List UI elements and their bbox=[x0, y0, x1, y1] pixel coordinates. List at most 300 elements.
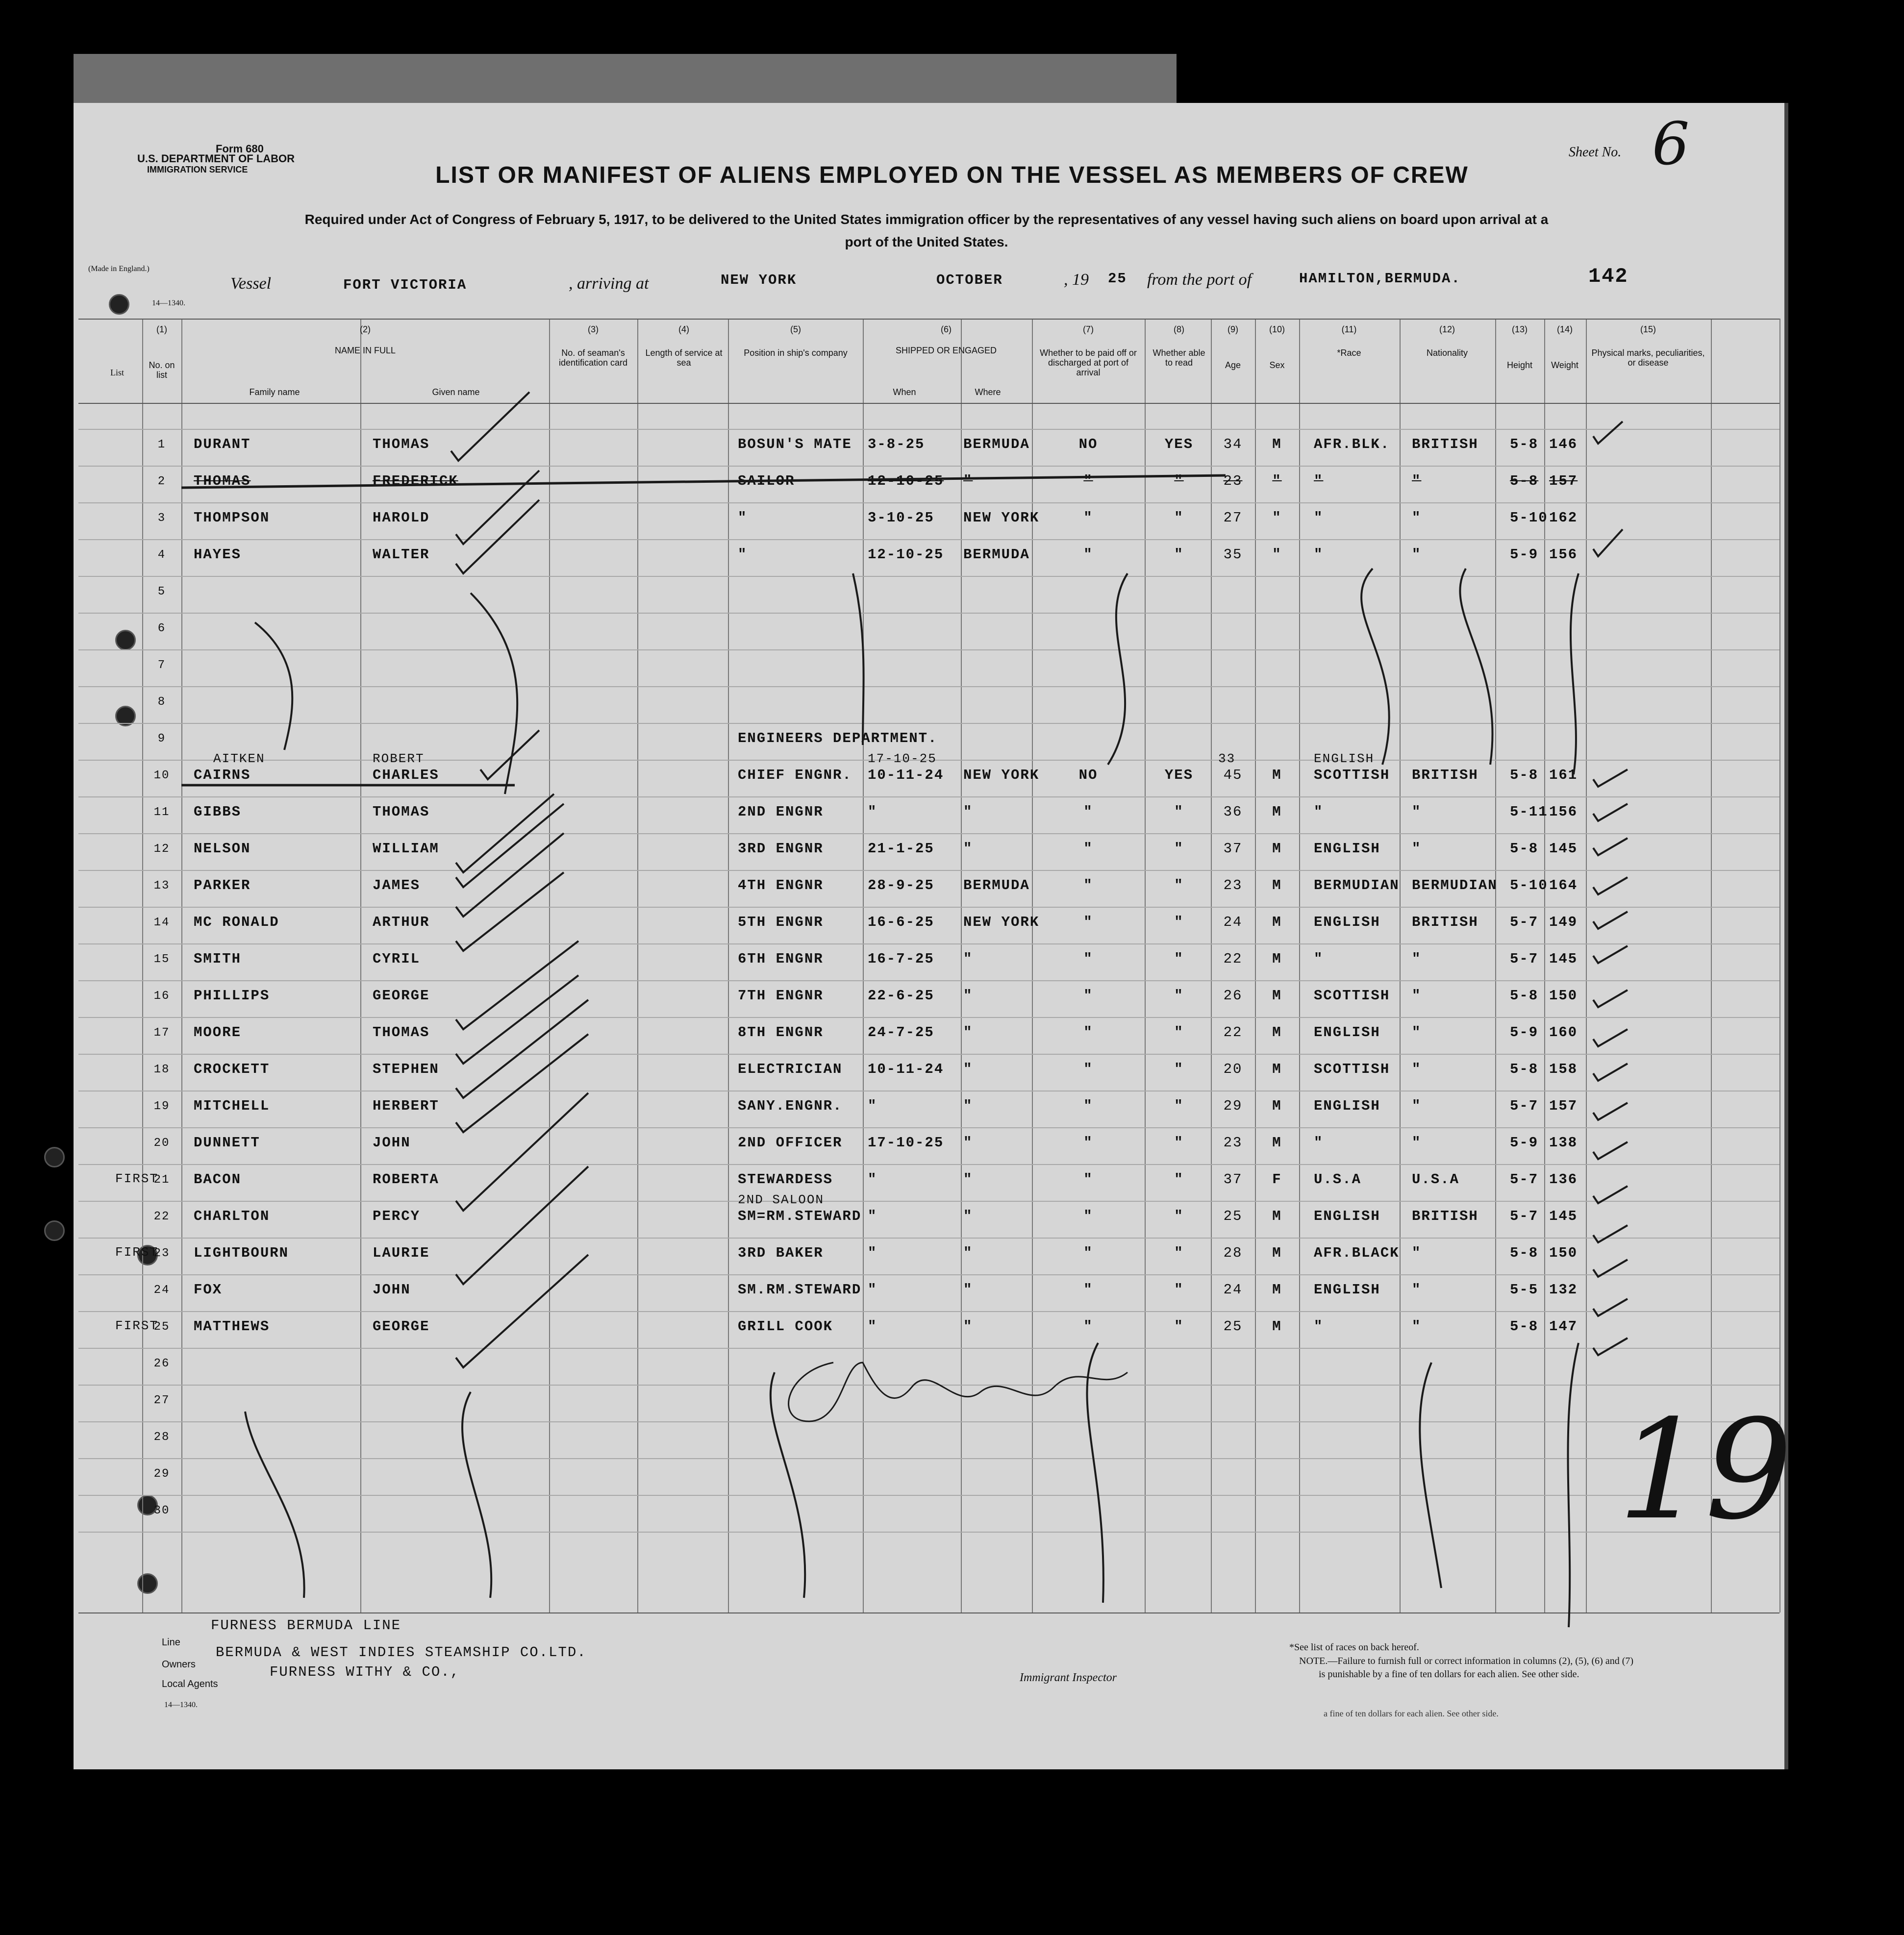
cell-given: HERBERT bbox=[373, 1098, 439, 1114]
cell-when: 16-6-25 bbox=[868, 914, 934, 930]
column-number: (9) bbox=[1228, 324, 1238, 334]
cell-no: 22 bbox=[153, 1210, 170, 1223]
column-sublabel: When bbox=[893, 387, 916, 397]
cell-no: 30 bbox=[153, 1504, 170, 1517]
column-label: SHIPPED OR ENGAGED bbox=[895, 346, 997, 355]
row-prefix: FIRST bbox=[115, 1245, 159, 1260]
cell-sex: M bbox=[1272, 804, 1282, 820]
cell-race: ENGLISH bbox=[1314, 1208, 1380, 1224]
cell-weight: 145 bbox=[1549, 841, 1578, 857]
cell-age-correction: 33 bbox=[1218, 751, 1236, 766]
column-number: (4) bbox=[678, 324, 689, 334]
cell-no: 17 bbox=[153, 1026, 170, 1040]
cell-age: 23 bbox=[1223, 1135, 1243, 1151]
cell-sex: M bbox=[1272, 1282, 1282, 1298]
cell-when: 10-11-24 bbox=[868, 1061, 944, 1077]
cell-no: 1 bbox=[157, 438, 166, 451]
cell-given: HAROLD bbox=[373, 510, 430, 526]
cell-age: 36 bbox=[1223, 804, 1243, 820]
cell-sex: M bbox=[1272, 1061, 1282, 1077]
cell-family: CROCKETT bbox=[194, 1061, 270, 1077]
cell-weight: 162 bbox=[1549, 510, 1578, 526]
column-label: Position in ship's company bbox=[744, 348, 848, 358]
cell-height: 5-8 bbox=[1510, 1318, 1539, 1335]
form-code: 14—1340. bbox=[152, 299, 185, 307]
cell-race: ENGLISH bbox=[1314, 1024, 1380, 1041]
column-label: Physical marks, peculiarities, or disease bbox=[1591, 348, 1705, 368]
cell-nat: " bbox=[1412, 841, 1422, 857]
cell-weight: 147 bbox=[1549, 1318, 1578, 1335]
cell-position: SM.RM.STEWARD bbox=[738, 1282, 862, 1298]
cell-age: 26 bbox=[1223, 988, 1243, 1004]
cell-race: AFR.BLK. bbox=[1314, 436, 1390, 452]
cell-family: DUNNETT bbox=[194, 1135, 260, 1151]
cell-when: 12-10-25 bbox=[868, 546, 944, 563]
cell-weight: 156 bbox=[1549, 546, 1578, 563]
sheet-label: Sheet No. bbox=[1569, 145, 1622, 160]
cell-sex: M bbox=[1272, 1245, 1282, 1261]
cell-nat: " bbox=[1412, 804, 1422, 820]
cell-given: FREDERICK bbox=[373, 473, 458, 489]
cell-sex: M bbox=[1272, 1318, 1282, 1335]
footer-code: 14—1340. bbox=[164, 1701, 198, 1709]
signature bbox=[789, 1363, 1127, 1421]
cell-no: 2 bbox=[157, 475, 166, 488]
cell-when: " bbox=[868, 804, 877, 820]
column-label: Age bbox=[1225, 360, 1241, 370]
cell-no: 28 bbox=[153, 1431, 170, 1444]
cell-race: " bbox=[1314, 473, 1324, 489]
cell-when: 17-10-25 bbox=[868, 1135, 944, 1151]
arriving-port: NEW YORK bbox=[721, 272, 797, 288]
column-sublabel: Where bbox=[975, 387, 1001, 397]
handwritten-count: 19 bbox=[1618, 1390, 1793, 1550]
column-sublabel: Given name bbox=[432, 387, 480, 397]
cell-height: 5-7 bbox=[1510, 1171, 1539, 1188]
cell-nat: " bbox=[1412, 1245, 1422, 1261]
underlying-sheet-note: a fine of ten dollars for each alien. See other side. bbox=[1324, 1709, 1499, 1718]
cell-position: 5TH ENGNR bbox=[738, 914, 824, 930]
ditto-mark bbox=[1460, 569, 1492, 765]
cell-family: THOMAS bbox=[194, 473, 251, 489]
cell-age: 37 bbox=[1223, 841, 1243, 857]
cell-position: 8TH ENGNR bbox=[738, 1024, 824, 1041]
cell-given: ROBERTA bbox=[373, 1171, 439, 1188]
cell-nat: " bbox=[1412, 1061, 1422, 1077]
cell-family: CHARLTON bbox=[194, 1208, 270, 1224]
cell-family: MATTHEWS bbox=[194, 1318, 270, 1335]
cell-family: HAYES bbox=[194, 546, 242, 563]
cell-sex: M bbox=[1272, 988, 1282, 1004]
cell-weight: 157 bbox=[1549, 1098, 1578, 1114]
sheet-number: 6 bbox=[1652, 110, 1690, 178]
cell-sex: M bbox=[1272, 1024, 1282, 1041]
cell-age: 24 bbox=[1223, 1282, 1243, 1298]
cell-sex: M bbox=[1272, 436, 1282, 452]
cell-family: SMITH bbox=[194, 951, 242, 967]
cell-when: 12-10-25 bbox=[868, 473, 944, 489]
cell-family: MITCHELL bbox=[194, 1098, 270, 1114]
cell-no: 9 bbox=[157, 732, 166, 745]
cell-height: 5-8 bbox=[1510, 1061, 1539, 1077]
cell-position: 3RD ENGNR bbox=[738, 841, 824, 857]
line-label: Line bbox=[162, 1637, 180, 1648]
cell-race: SCOTTISH bbox=[1314, 988, 1390, 1004]
cell-paid: " bbox=[1083, 1171, 1093, 1188]
cell-nat: " bbox=[1412, 1098, 1422, 1114]
cell-position: CHIEF ENGNR. bbox=[738, 767, 852, 783]
cell-nat: " bbox=[1412, 473, 1422, 489]
service: IMMIGRATION SERVICE bbox=[147, 165, 248, 174]
cell-read: " bbox=[1174, 1245, 1184, 1261]
cell-position: 4TH ENGNR bbox=[738, 877, 824, 893]
cell-age: 23 bbox=[1223, 473, 1243, 489]
cell-sex: M bbox=[1272, 1098, 1282, 1114]
cell-nat: U.S.A bbox=[1412, 1171, 1460, 1188]
cell-paid: " bbox=[1083, 1282, 1093, 1298]
cell-paid: " bbox=[1083, 988, 1093, 1004]
cell-paid: " bbox=[1083, 841, 1093, 857]
cell-when: 24-7-25 bbox=[868, 1024, 934, 1041]
cell-paid: " bbox=[1083, 1024, 1093, 1041]
cell-when: " bbox=[868, 1245, 877, 1261]
cell-where: NEW YORK bbox=[963, 510, 1040, 526]
column-number: (14) bbox=[1556, 324, 1573, 334]
cell-paid: " bbox=[1083, 1135, 1093, 1151]
column-number: (6) bbox=[941, 324, 952, 334]
cell-family: MC RONALD bbox=[194, 914, 279, 930]
cell-height: 5-8 bbox=[1510, 436, 1539, 452]
cell-age: 20 bbox=[1223, 1061, 1243, 1077]
cell-when: 3-10-25 bbox=[868, 510, 934, 526]
cell-height: 5-10 bbox=[1510, 510, 1548, 526]
cell-read: " bbox=[1174, 988, 1184, 1004]
cell-position: SAILOR bbox=[738, 473, 795, 489]
cell-given: PERCY bbox=[373, 1208, 421, 1224]
cell-no: 3 bbox=[157, 512, 166, 525]
cell-race: " bbox=[1314, 1135, 1324, 1151]
cell-no: 27 bbox=[153, 1394, 170, 1407]
column-label: Nationality bbox=[1426, 348, 1468, 358]
cell-nat: " bbox=[1412, 510, 1422, 526]
cell-height: 5-8 bbox=[1510, 841, 1539, 857]
cell-position: 6TH ENGNR bbox=[738, 951, 824, 967]
column-number: (15) bbox=[1640, 324, 1656, 334]
ditto-mark bbox=[471, 593, 517, 794]
cell-no: 7 bbox=[157, 659, 166, 672]
voyage-number: 142 bbox=[1588, 265, 1628, 288]
cell-where: BERMUDA bbox=[963, 546, 1030, 563]
column-label: Length of service at sea bbox=[645, 348, 723, 368]
cell-paid: " bbox=[1083, 914, 1093, 930]
cell-weight: 136 bbox=[1549, 1171, 1578, 1188]
column-number: (3) bbox=[588, 324, 599, 334]
races-note: *See list of races on back hereof. bbox=[1289, 1642, 1419, 1653]
cell-given: CYRIL bbox=[373, 951, 421, 967]
cell-nat: " bbox=[1412, 1135, 1422, 1151]
cell-no: 10 bbox=[153, 769, 170, 782]
cell-no: 26 bbox=[153, 1357, 170, 1370]
cell-nat: BRITISH bbox=[1412, 1208, 1478, 1224]
ditto-mark bbox=[1361, 569, 1389, 765]
cell-where: BERMUDA bbox=[963, 877, 1030, 893]
cell-height: 5-5 bbox=[1510, 1282, 1539, 1298]
ditto-mark bbox=[255, 622, 292, 750]
cell-race: ENGLISH bbox=[1314, 1282, 1380, 1298]
cell-sex: M bbox=[1272, 841, 1282, 857]
column-label: Sex bbox=[1269, 360, 1285, 370]
cell-read: " bbox=[1174, 473, 1184, 489]
cell-race: U.S.A bbox=[1314, 1171, 1362, 1188]
cell-no: 18 bbox=[153, 1063, 170, 1076]
cell-nat: BRITISH bbox=[1412, 914, 1478, 930]
cell-where: " bbox=[963, 988, 973, 1004]
cell-position: SANY.ENGNR. bbox=[738, 1098, 843, 1114]
cell-position: 7TH ENGNR bbox=[738, 988, 824, 1004]
from-port: HAMILTON,BERMUDA. bbox=[1299, 271, 1461, 287]
cell-where: " bbox=[963, 1024, 973, 1041]
cell-paid: " bbox=[1083, 1245, 1093, 1261]
cell-race: ENGLISH bbox=[1314, 1098, 1380, 1114]
cell-paid: NO bbox=[1078, 767, 1098, 783]
cell-family: FOX bbox=[194, 1282, 223, 1298]
department: U.S. DEPARTMENT OF LABOR bbox=[137, 152, 295, 165]
cell-weight: 158 bbox=[1549, 1061, 1578, 1077]
cell-nat: " bbox=[1412, 1318, 1422, 1335]
subtitle: Required under Act of Congress of February 5, 1917, to be delivered to the United States immigration officer by the representatives of any vessel having such aliens on board upon arrival at a port of the United States. bbox=[304, 212, 1549, 249]
cell-age: 27 bbox=[1223, 510, 1243, 526]
cell-height: 5-7 bbox=[1510, 1208, 1539, 1224]
cell-family: GIBBS bbox=[194, 804, 242, 820]
cell-where: " bbox=[963, 951, 973, 967]
cell-weight: 160 bbox=[1549, 1024, 1578, 1041]
cell-given: LAURIE bbox=[373, 1245, 430, 1261]
cell-given: JOHN bbox=[373, 1282, 411, 1298]
cell-weight: 149 bbox=[1549, 914, 1578, 930]
cell-position: ENGINEERS DEPARTMENT. bbox=[738, 730, 938, 746]
cell-position: " bbox=[738, 546, 748, 563]
cell-weight: 138 bbox=[1549, 1135, 1578, 1151]
cell-age: 35 bbox=[1223, 546, 1243, 563]
column-label: Weight bbox=[1551, 360, 1578, 370]
cell-when: 28-9-25 bbox=[868, 877, 934, 893]
cell-weight: 156 bbox=[1549, 804, 1578, 820]
cell-nat: " bbox=[1412, 1024, 1422, 1041]
owners-name: BERMUDA & WEST INDIES STEAMSHIP CO.LTD. bbox=[216, 1644, 587, 1661]
agents-name: FURNESS WITHY & CO., bbox=[270, 1664, 460, 1680]
cell-nat: " bbox=[1412, 951, 1422, 967]
cell-nat: " bbox=[1412, 1282, 1422, 1298]
year-prefix: , 19 bbox=[1064, 271, 1089, 289]
cell-weight: 157 bbox=[1549, 473, 1578, 489]
cell-no: 24 bbox=[153, 1284, 170, 1297]
cell-read: YES bbox=[1164, 436, 1194, 452]
cell-read: " bbox=[1174, 877, 1184, 893]
cell-given: THOMAS bbox=[373, 1024, 430, 1041]
cell-given: JAMES bbox=[373, 877, 421, 893]
cell-no: 21 bbox=[153, 1173, 170, 1187]
cell-weight: 164 bbox=[1549, 877, 1578, 893]
cell-family-correction: AITKEN bbox=[213, 751, 265, 766]
cell-given: ARTHUR bbox=[373, 914, 430, 930]
cell-height: 5-9 bbox=[1510, 1024, 1539, 1041]
from-label: from the port of bbox=[1147, 271, 1252, 289]
cell-nat: " bbox=[1412, 988, 1422, 1004]
column-label: No. on list bbox=[149, 360, 175, 380]
cell-sex: M bbox=[1272, 877, 1282, 893]
cell-sex: M bbox=[1272, 1208, 1282, 1224]
cell-no: 6 bbox=[157, 622, 166, 635]
cell-paid: " bbox=[1083, 804, 1093, 820]
cell-sex: M bbox=[1272, 951, 1282, 967]
cell-given: JOHN bbox=[373, 1135, 411, 1151]
cell-position: 2ND ENGNR bbox=[738, 804, 824, 820]
penalty-note-1: NOTE.—Failure to furnish full or correct information in columns (2), (5), (6) and (7) bbox=[1299, 1656, 1634, 1666]
cell-family: THOMPSON bbox=[194, 510, 270, 526]
ditto-mark bbox=[1568, 1343, 1578, 1627]
cell-age: 23 bbox=[1223, 877, 1243, 893]
cell-height: 5-7 bbox=[1510, 951, 1539, 967]
cell-weight: 132 bbox=[1549, 1282, 1578, 1298]
cell-race-correction: ENGLISH bbox=[1314, 751, 1375, 766]
cell-where: " bbox=[963, 1245, 973, 1261]
cell-sex: " bbox=[1272, 473, 1282, 489]
cell-when: " bbox=[868, 1098, 877, 1114]
cell-given-correction: ROBERT bbox=[373, 751, 425, 766]
cell-where: " bbox=[963, 841, 973, 857]
vessel-label: Vessel bbox=[230, 274, 272, 293]
cell-when: " bbox=[868, 1282, 877, 1298]
cell-paid: " bbox=[1083, 1318, 1093, 1335]
cell-read: " bbox=[1174, 1282, 1184, 1298]
cell-height: 5-8 bbox=[1510, 473, 1539, 489]
column-number: (12) bbox=[1439, 324, 1455, 334]
cell-no: 14 bbox=[153, 916, 170, 929]
cell-paid: " bbox=[1083, 1208, 1093, 1224]
inspector-label: Immigrant Inspector bbox=[1020, 1671, 1117, 1684]
cell-family: MOORE bbox=[194, 1024, 242, 1041]
ditto-mark bbox=[245, 1412, 304, 1598]
cell-where: NEW YORK bbox=[963, 767, 1040, 783]
cell-age: 37 bbox=[1223, 1171, 1243, 1188]
cell-race: " bbox=[1314, 804, 1324, 820]
cell-weight: 150 bbox=[1549, 1245, 1578, 1261]
cell-race: " bbox=[1314, 546, 1324, 563]
cell-age: 34 bbox=[1223, 436, 1243, 452]
cell-given: GEORGE bbox=[373, 1318, 430, 1335]
column-number: (8) bbox=[1174, 324, 1184, 334]
cell-given: WILLIAM bbox=[373, 841, 439, 857]
column-number: (13) bbox=[1511, 324, 1528, 334]
page-title: LIST OR MANIFEST OF ALIENS EMPLOYED ON THE VESSEL AS MEMBERS OF CREW bbox=[435, 162, 1469, 188]
cell-race: ENGLISH bbox=[1314, 914, 1380, 930]
cell-nat: BERMUDIAN bbox=[1412, 877, 1498, 893]
row-prefix: FIRST bbox=[115, 1318, 159, 1333]
cell-paid: " bbox=[1083, 877, 1093, 893]
cell-age: 25 bbox=[1223, 1208, 1243, 1224]
cell-position: STEWARDESS bbox=[738, 1171, 833, 1188]
ditto-mark bbox=[1108, 573, 1127, 765]
cell-where: " bbox=[963, 1135, 973, 1151]
cell-read: " bbox=[1174, 1024, 1184, 1041]
column-label: No. of seaman's identification card bbox=[558, 348, 628, 368]
cell-position: 2ND OFFICER bbox=[738, 1135, 843, 1151]
cell-position: SM=RM.STEWARD bbox=[738, 1208, 862, 1224]
cell-no: 25 bbox=[153, 1320, 170, 1334]
column-number: (10) bbox=[1269, 324, 1285, 334]
cell-race: ENGLISH bbox=[1314, 841, 1380, 857]
column-number: (1) bbox=[156, 324, 167, 334]
cell-race: " bbox=[1314, 951, 1324, 967]
cell-family: PHILLIPS bbox=[194, 988, 270, 1004]
cell-race: SCOTTISH bbox=[1314, 1061, 1390, 1077]
cell-when: " bbox=[868, 1171, 877, 1188]
cell-no: 11 bbox=[153, 806, 170, 819]
cell-age: 22 bbox=[1223, 951, 1243, 967]
cell-given: GEORGE bbox=[373, 988, 430, 1004]
cell-no: 16 bbox=[153, 990, 170, 1003]
cell-where: NEW YORK bbox=[963, 914, 1040, 930]
column-number: (2) bbox=[360, 324, 371, 334]
cell-sex: M bbox=[1272, 914, 1282, 930]
cell-where: " bbox=[963, 1208, 973, 1224]
cell-read: " bbox=[1174, 951, 1184, 967]
cell-no: 19 bbox=[153, 1100, 170, 1113]
cell-read: " bbox=[1174, 546, 1184, 563]
vessel-name: FORT VICTORIA bbox=[343, 277, 467, 293]
cell-height: 5-9 bbox=[1510, 1135, 1539, 1151]
owners-label: Owners bbox=[162, 1659, 196, 1670]
cell-family: DURANT bbox=[194, 436, 251, 452]
cell-age: 29 bbox=[1223, 1098, 1243, 1114]
cell-race: SCOTTISH bbox=[1314, 767, 1390, 783]
cell-when: " bbox=[868, 1318, 877, 1335]
cell-sex: M bbox=[1272, 1135, 1282, 1151]
cell-when: 16-7-25 bbox=[868, 951, 934, 967]
year-suffix: 25 bbox=[1108, 271, 1127, 287]
cell-position: BOSUN'S MATE bbox=[738, 436, 852, 452]
cell-height: 5-7 bbox=[1510, 1098, 1539, 1114]
cell-weight: 150 bbox=[1549, 988, 1578, 1004]
cell-given: CHARLES bbox=[373, 767, 439, 783]
cell-when-correction: 17-10-25 bbox=[868, 751, 937, 766]
cell-race: " bbox=[1314, 1318, 1324, 1335]
cell-age: 25 bbox=[1223, 1318, 1243, 1335]
cell-read: YES bbox=[1164, 767, 1194, 783]
cell-no: 23 bbox=[153, 1247, 170, 1260]
cell-when: 3-8-25 bbox=[868, 436, 925, 452]
agents-label: Local Agents bbox=[162, 1679, 218, 1689]
column-label: *Race bbox=[1337, 348, 1361, 358]
cell-position: " bbox=[738, 510, 748, 526]
cell-no: 5 bbox=[157, 585, 166, 598]
cell-when: 10-11-24 bbox=[868, 767, 944, 783]
cell-no: 29 bbox=[153, 1467, 170, 1481]
cell-sex: " bbox=[1272, 546, 1282, 563]
cell-weight: 145 bbox=[1549, 951, 1578, 967]
cell-no: 12 bbox=[153, 843, 170, 856]
cell-where: " bbox=[963, 804, 973, 820]
cell-age: 22 bbox=[1223, 1024, 1243, 1041]
cell-race: BERMUDIAN bbox=[1314, 877, 1400, 893]
cell-age: 28 bbox=[1223, 1245, 1243, 1261]
cell-read: " bbox=[1174, 804, 1184, 820]
cell-read: " bbox=[1174, 1098, 1184, 1114]
column-sublabel: Family name bbox=[249, 387, 300, 397]
cell-height: 5-9 bbox=[1510, 546, 1539, 563]
cell-race: " bbox=[1314, 510, 1324, 526]
column-number: (7) bbox=[1083, 324, 1094, 334]
